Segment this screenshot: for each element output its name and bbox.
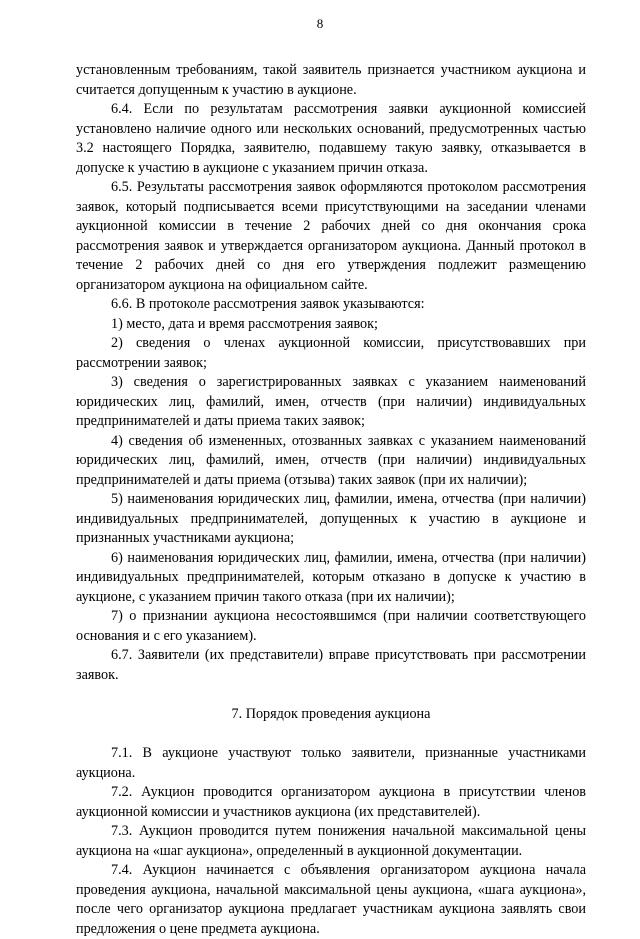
paragraph: 7.2. Аукцион проводится организатором аукциона в присутствии членов аукционной комиссии и участников аукциона (их представителей). (76, 784, 586, 820)
paragraph: 7.3. Аукцион проводится путем понижения начальной максимальной цены аукциона на «шаг аукциона», определенный в аукционной документации. (76, 823, 586, 859)
paragraph: 6.4. Если по результатам рассмотрения заявки аукционной комиссией установлено наличие одного или нескольких оснований, предусмотренных частью 3.2 настоящего Порядка, заявителю, подавшему такую заявку, отказывается в допуске к участию в аукционе с указанием причин отказа. (76, 101, 586, 176)
paragraph: 7.4. Аукцион начинается с объявления организатором аукциона начала проведения аукциона, начальной максимальной цены аукциона, «шага аукциона», после чего организатор аукциона предлагает участникам аукциона заявлять свои предложения о цене предмета аукциона. (76, 862, 586, 937)
paragraph: 4) сведения об измененных, отозванных заявках с указанием наименований юридических лиц, фамилий, имен, отчеств (при наличии) индивидуальных предпринимателей и даты приема (отзыва) таких заявок (при их наличии); (76, 432, 586, 488)
paragraph: 5) наименования юридических лиц, фамилии, имена, отчества (при наличии) индивидуальных предпринимателей, допущенных к участию в аукционе и признанных участниками аукциона; (76, 491, 586, 546)
paragraph: 7) о признании аукциона несостоявшимся (при наличии соответствующего основания и с его указанием). (76, 608, 586, 644)
paragraph: установленным требованиям, такой заявитель признается участником аукциона и считается допущенным к участию в аукционе. (76, 62, 586, 98)
paragraph: 1) место, дата и время рассмотрения заявок; (111, 315, 378, 332)
paragraph: 7.1. В аукционе участвуют только заявители, признанные участниками аукциона. (76, 745, 586, 781)
section-heading: 7. Порядок проведения аукциона (231, 706, 431, 722)
document-body (76, 61, 586, 939)
section-6-continuation (76, 61, 586, 685)
section-7-body (76, 744, 586, 939)
page-number: 8 (316, 16, 324, 31)
paragraph: 6.6. В протоколе рассмотрения заявок указываются: (111, 296, 425, 312)
paragraph: 3) сведения о зарегистрированных заявках с указанием наименований юридических лиц, фамилий, имен, отчеств (при наличии) индивидуальных предпринимателей и даты приема таких заявок; (76, 374, 586, 429)
paragraph: 6.5. Результаты рассмотрения заявок оформляются протоколом рассмотрения заявок, который подписывается всеми присутствующими на заседании членами аукционной комиссии в течение 2 рабочих дней со дня окончания срока рассмотрения заявок и утверждается организатором аукциона. Данный протокол в течение 2 рабочих дней со дня его утверждения подлежит размещению организатором аукциона на официальном сайте. (76, 179, 586, 293)
paragraph: 6.7. Заявители (их представители) вправе присутствовать при рассмотрении заявок. (76, 647, 586, 683)
paragraph: 2) сведения о членах аукционной комиссии, присутствовавших при рассмотрении заявок; (76, 335, 586, 371)
paragraph: 6) наименования юридических лиц, фамилии, имена, отчества (при наличии) индивидуальных предпринимателей, которым отказано в допуске к участию в аукционе, с указанием причин такого отказа (при их наличии); (76, 549, 586, 605)
